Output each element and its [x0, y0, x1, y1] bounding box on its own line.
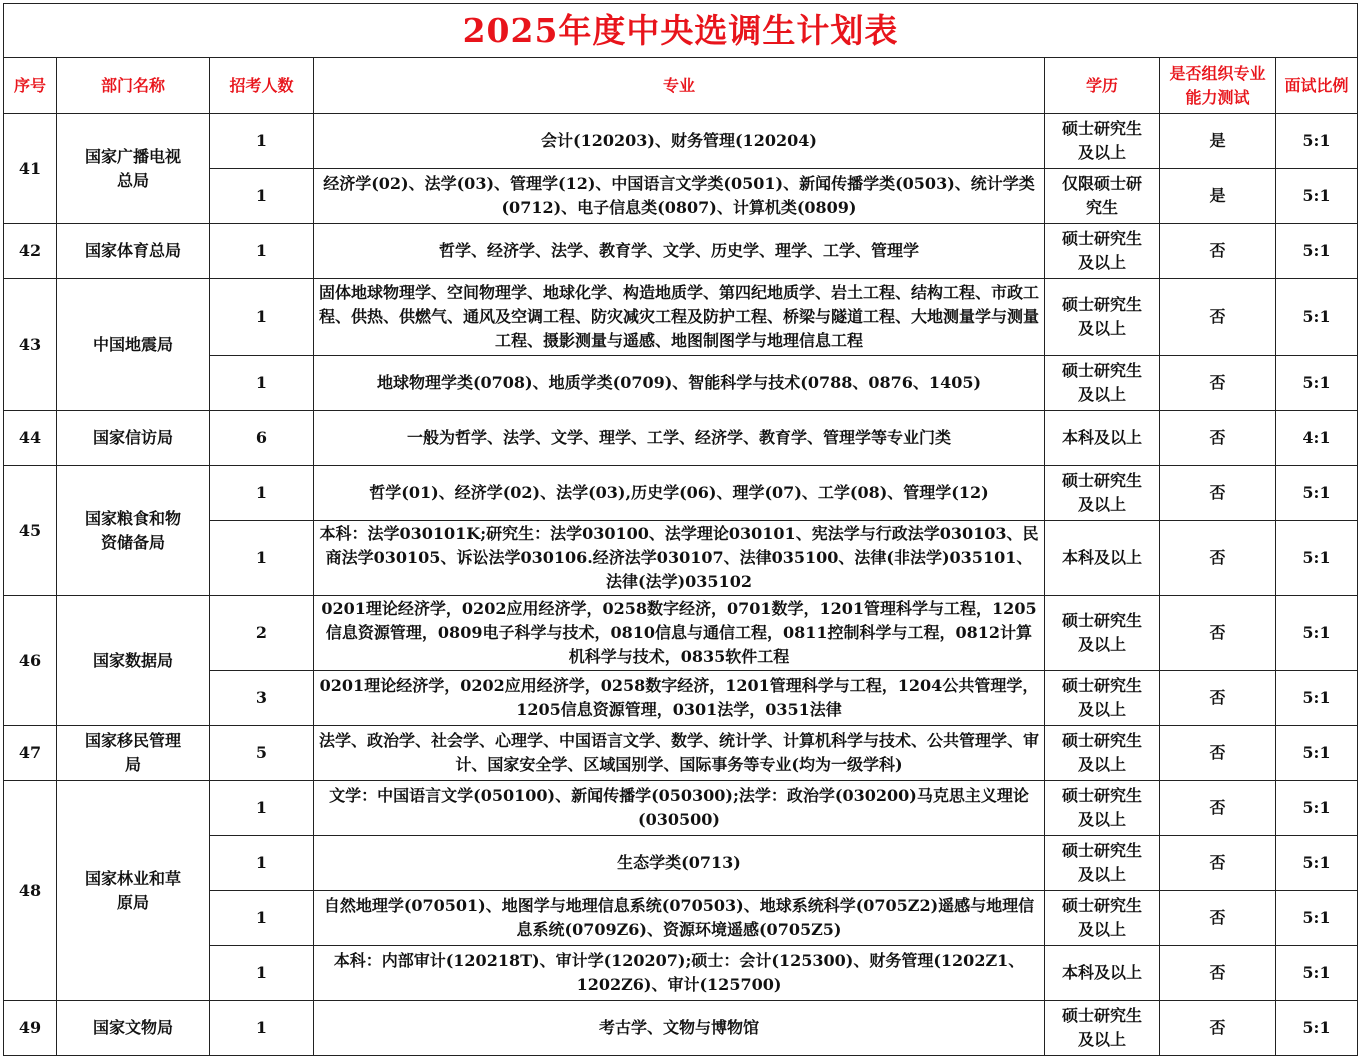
major-cell: 地球物理学类(0708)、地质学类(0709)、智能科学与技术(0788、0876、1405) — [314, 356, 1045, 411]
ratio-cell: 5:1 — [1276, 836, 1358, 891]
ratio-cell: 5:1 — [1276, 279, 1358, 356]
test-cell: 否 — [1160, 521, 1276, 596]
dept-cell: 国家移民管理局 — [57, 726, 210, 781]
ratio-cell: 5:1 — [1276, 169, 1358, 224]
count-cell: 6 — [210, 411, 314, 466]
test-cell: 否 — [1160, 1001, 1276, 1056]
ratio-cell: 5:1 — [1276, 781, 1358, 836]
major-cell: 考古学、文物与博物馆 — [314, 1001, 1045, 1056]
ratio-cell: 5:1 — [1276, 946, 1358, 1001]
major-cell: 法学、政治学、社会学、心理学、中国语言文学、数学、统计学、计算机科学与技术、公共管理学、审计、国家安全学、区域国别学、国际事务等专业(均为一级学科) — [314, 726, 1045, 781]
edu-cell: 硕士研究生及以上 — [1045, 596, 1160, 671]
edu-cell: 硕士研究生及以上 — [1045, 891, 1160, 946]
test-cell: 否 — [1160, 836, 1276, 891]
count-cell: 1 — [210, 1001, 314, 1056]
edu-cell: 硕士研究生及以上 — [1045, 224, 1160, 279]
count-cell: 5 — [210, 726, 314, 781]
edu-cell: 硕士研究生及以上 — [1045, 781, 1160, 836]
major-cell: 哲学(01)、经济学(02)、法学(03),历史学(06)、理学(07)、工学(08)、管理学(12) — [314, 466, 1045, 521]
plan-sheet — [3, 3, 1357, 1056]
major-cell: 本科：内部审计(120218T)、审计学(120207);硕士：会计(125300)、财务管理(1202Z1、1202Z6)、审计(125700) — [314, 946, 1045, 1001]
header-edu: 学历 — [1045, 58, 1160, 114]
header-seq: 序号 — [4, 58, 57, 114]
test-cell: 否 — [1160, 726, 1276, 781]
test-cell: 否 — [1160, 781, 1276, 836]
ratio-cell: 5:1 — [1276, 891, 1358, 946]
dept-cell: 国家信访局 — [57, 411, 210, 466]
test-cell: 否 — [1160, 671, 1276, 726]
major-cell: 0201理论经济学，0202应用经济学，0258数字经济，0701数学，1201管理科学与工程，1205信息资源管理，0809电子科学与技术，0810信息与通信工程，0811控制科学与工程，0812计算机科学与技术，0835软件工程 — [314, 596, 1045, 671]
seq-cell: 46 — [4, 596, 57, 726]
plan-body — [4, 114, 1358, 1056]
page-title: 2025年度中央选调生计划表 — [4, 4, 1358, 58]
count-cell: 1 — [210, 114, 314, 169]
edu-cell: 本科及以上 — [1045, 521, 1160, 596]
ratio-cell: 5:1 — [1276, 726, 1358, 781]
count-cell: 1 — [210, 836, 314, 891]
header-row — [4, 58, 1358, 114]
plan-table — [3, 3, 1358, 1056]
ratio-cell: 5:1 — [1276, 356, 1358, 411]
edu-cell: 硕士研究生及以上 — [1045, 671, 1160, 726]
seq-cell: 47 — [4, 726, 57, 781]
test-cell: 否 — [1160, 356, 1276, 411]
test-cell: 否 — [1160, 279, 1276, 356]
major-cell: 自然地理学(070501)、地图学与地理信息系统(070503)、地球系统科学(0705Z2)遥感与地理信息系统(0709Z6)、资源环境遥感(0705Z5) — [314, 891, 1045, 946]
table-row — [4, 466, 1358, 521]
test-cell: 否 — [1160, 891, 1276, 946]
count-cell: 1 — [210, 224, 314, 279]
major-cell: 文学：中国语言文学(050100)、新闻传播学(050300);法学：政治学(030200)马克思主义理论(030500) — [314, 781, 1045, 836]
dept-cell: 国家粮食和物资储备局 — [57, 466, 210, 596]
test-cell: 否 — [1160, 946, 1276, 1001]
major-cell: 0201理论经济学，0202应用经济学，0258数字经济，1201管理科学与工程，1204公共管理学，1205信息资源管理，0301法学，0351法律 — [314, 671, 1045, 726]
table-row — [4, 411, 1358, 466]
table-row — [4, 596, 1358, 671]
ratio-cell: 5:1 — [1276, 1001, 1358, 1056]
edu-cell: 硕士研究生及以上 — [1045, 1001, 1160, 1056]
header-dept: 部门名称 — [57, 58, 210, 114]
ratio-cell: 4:1 — [1276, 411, 1358, 466]
table-row — [4, 224, 1358, 279]
table-row — [4, 1001, 1358, 1056]
ratio-cell: 5:1 — [1276, 224, 1358, 279]
seq-cell: 41 — [4, 114, 57, 224]
seq-cell: 45 — [4, 466, 57, 596]
major-cell: 生态学类(0713) — [314, 836, 1045, 891]
count-cell: 2 — [210, 596, 314, 671]
ratio-cell: 5:1 — [1276, 114, 1358, 169]
seq-cell: 42 — [4, 224, 57, 279]
dept-cell: 国家广播电视总局 — [57, 114, 210, 224]
major-cell: 会计(120203)、财务管理(120204) — [314, 114, 1045, 169]
dept-cell: 国家林业和草原局 — [57, 781, 210, 1001]
dept-cell: 国家文物局 — [57, 1001, 210, 1056]
major-cell: 本科：法学030101K;研究生：法学030100、法学理论030101、宪法学与行政法学030103、民商法学030105、诉讼法学030106.经济法学030107、法律035100、法律(非法学)035101、法律(法学)035102 — [314, 521, 1045, 596]
header-count: 招考人数 — [210, 58, 314, 114]
major-cell: 经济学(02)、法学(03)、管理学(12)、中国语言文学类(0501)、新闻传播学类(0503)、统计学类(0712)、电子信息类(0807)、计算机类(0809) — [314, 169, 1045, 224]
table-row — [4, 114, 1358, 169]
edu-cell: 仅限硕士研究生 — [1045, 169, 1160, 224]
count-cell: 1 — [210, 279, 314, 356]
edu-cell: 硕士研究生及以上 — [1045, 836, 1160, 891]
test-cell: 否 — [1160, 224, 1276, 279]
table-row — [4, 279, 1358, 356]
ratio-cell: 5:1 — [1276, 521, 1358, 596]
major-cell: 一般为哲学、法学、文学、理学、工学、经济学、教育学、管理学等专业门类 — [314, 411, 1045, 466]
major-cell: 哲学、经济学、法学、教育学、文学、历史学、理学、工学、管理学 — [314, 224, 1045, 279]
dept-cell: 中国地震局 — [57, 279, 210, 411]
ratio-cell: 5:1 — [1276, 596, 1358, 671]
major-cell: 固体地球物理学、空间物理学、地球化学、构造地质学、第四纪地质学、岩土工程、结构工程、市政工程、供热、供燃气、通风及空调工程、防灾减灾工程及防护工程、桥梁与隧道工程、大地测量学与测量工程、摄影测量与遥感、地图制图学与地理信息工程 — [314, 279, 1045, 356]
ratio-cell: 5:1 — [1276, 671, 1358, 726]
seq-cell: 49 — [4, 1001, 57, 1056]
ratio-cell: 5:1 — [1276, 466, 1358, 521]
seq-cell: 48 — [4, 781, 57, 1001]
test-cell: 是 — [1160, 169, 1276, 224]
edu-cell: 本科及以上 — [1045, 411, 1160, 466]
dept-cell: 国家体育总局 — [57, 224, 210, 279]
count-cell: 1 — [210, 466, 314, 521]
test-cell: 是 — [1160, 114, 1276, 169]
edu-cell: 本科及以上 — [1045, 946, 1160, 1001]
test-cell: 否 — [1160, 411, 1276, 466]
edu-cell: 硕士研究生及以上 — [1045, 114, 1160, 169]
count-cell: 3 — [210, 671, 314, 726]
edu-cell: 硕士研究生及以上 — [1045, 279, 1160, 356]
test-cell: 否 — [1160, 596, 1276, 671]
dept-cell: 国家数据局 — [57, 596, 210, 726]
table-row — [4, 726, 1358, 781]
count-cell: 1 — [210, 521, 314, 596]
seq-cell: 43 — [4, 279, 57, 411]
test-cell: 否 — [1160, 466, 1276, 521]
table-row — [4, 781, 1358, 836]
header-major: 专业 — [314, 58, 1045, 114]
seq-cell: 44 — [4, 411, 57, 466]
count-cell: 1 — [210, 891, 314, 946]
count-cell: 1 — [210, 946, 314, 1001]
count-cell: 1 — [210, 169, 314, 224]
count-cell: 1 — [210, 781, 314, 836]
edu-cell: 硕士研究生及以上 — [1045, 466, 1160, 521]
edu-cell: 硕士研究生及以上 — [1045, 726, 1160, 781]
edu-cell: 硕士研究生及以上 — [1045, 356, 1160, 411]
count-cell: 1 — [210, 356, 314, 411]
header-ratio: 面试比例 — [1276, 58, 1358, 114]
header-test: 是否组织专业能力测试 — [1160, 58, 1276, 114]
